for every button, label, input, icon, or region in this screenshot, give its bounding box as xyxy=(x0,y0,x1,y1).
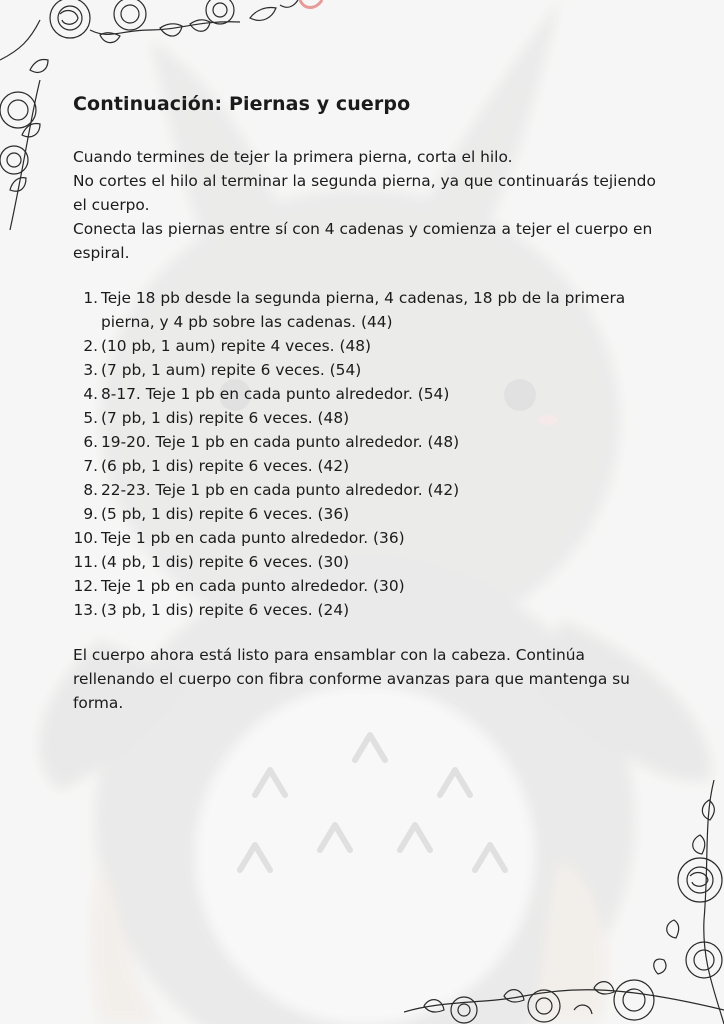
page-title: Continuación: Piernas y cuerpo xyxy=(73,93,411,115)
pattern-steps-list xyxy=(73,286,663,622)
floral-corner-bottom-right-icon xyxy=(404,760,724,1024)
step-text: Teje 18 pb desde la segunda pierna, 4 cadenas, 18 pb de la primera pierna, y 4 pb sobre las cadenas. (44) xyxy=(101,289,626,331)
step-text: (5 pb, 1 dis) repite 6 veces. (36) xyxy=(101,505,350,523)
intro-paragraph: No cortes el hilo al terminar la segunda pierna, ya que continuarás tejiendo el cuerpo. xyxy=(73,172,656,214)
list-item xyxy=(73,382,663,406)
list-item xyxy=(73,574,663,598)
step-number: 11. xyxy=(73,553,98,571)
step-number: 1. xyxy=(83,289,98,307)
list-item xyxy=(73,406,663,430)
step-number: 12. xyxy=(73,577,98,595)
list-item xyxy=(73,454,663,478)
step-text: 19-20. Teje 1 pb en cada punto alrededor. (48) xyxy=(101,433,460,451)
red-thread-mark-icon xyxy=(296,0,326,14)
list-item xyxy=(73,550,663,574)
list-item xyxy=(73,598,663,622)
step-number: 3. xyxy=(83,361,98,379)
step-number: 8. xyxy=(83,481,98,499)
step-text: Teje 1 pb en cada punto alrededor. (30) xyxy=(101,577,405,595)
list-item xyxy=(73,286,663,334)
step-text: (4 pb, 1 dis) repite 6 veces. (30) xyxy=(101,553,350,571)
step-text: Teje 1 pb en cada punto alrededor. (36) xyxy=(101,529,405,547)
intro-paragraph: Conecta las piernas entre sí con 4 cadenas y comienza a tejer el cuerpo en espiral. xyxy=(73,220,653,262)
list-item xyxy=(73,502,663,526)
intro-paragraph: Cuando termines de tejer la primera pierna, corta el hilo. xyxy=(73,148,513,166)
step-number: 13. xyxy=(73,601,98,619)
list-item xyxy=(73,526,663,550)
list-item xyxy=(73,358,663,382)
step-text: (10 pb, 1 aum) repite 4 veces. (48) xyxy=(101,337,372,355)
step-number: 5. xyxy=(83,409,98,427)
floral-corner-top-left-icon xyxy=(0,0,300,250)
step-text: (6 pb, 1 dis) repite 6 veces. (42) xyxy=(101,457,350,475)
step-text: (7 pb, 1 aum) repite 6 veces. (54) xyxy=(101,361,362,379)
step-number: 6. xyxy=(83,433,98,451)
step-number: 2. xyxy=(83,337,98,355)
step-number: 10. xyxy=(73,529,98,547)
step-text: (3 pb, 1 dis) repite 6 veces. (24) xyxy=(101,601,350,619)
step-number: 9. xyxy=(83,505,98,523)
list-item xyxy=(73,334,663,358)
step-text: 22-23. Teje 1 pb en cada punto alrededor. (42) xyxy=(101,481,460,499)
outro-paragraph: El cuerpo ahora está listo para ensamblar con la cabeza. Continúa rellenando el cuerpo con fibra conforme avanzas para que mantenga su forma. xyxy=(73,646,630,712)
step-number: 7. xyxy=(83,457,98,475)
step-number: 4. xyxy=(83,385,98,403)
list-item xyxy=(73,430,663,454)
step-text: (7 pb, 1 dis) repite 6 veces. (48) xyxy=(101,409,350,427)
list-item xyxy=(73,478,663,502)
step-text: 8-17. Teje 1 pb en cada punto alrededor. (54) xyxy=(101,385,450,403)
